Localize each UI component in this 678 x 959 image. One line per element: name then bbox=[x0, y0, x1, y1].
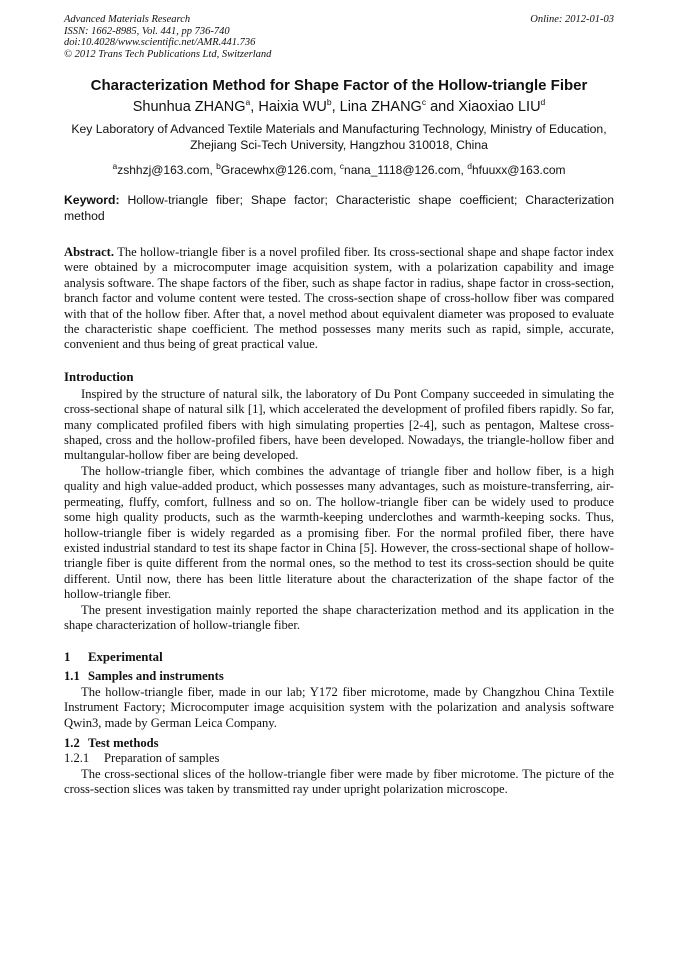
author-sep: , bbox=[331, 99, 340, 115]
keywords-label: Keyword: bbox=[64, 193, 120, 207]
author-name: Xiaoxiao LIU bbox=[458, 99, 541, 115]
author-sup: b bbox=[326, 97, 332, 108]
author-sep: and bbox=[426, 99, 459, 115]
journal-copyright: © 2012 Trans Tech Publications Ltd, Switzerland bbox=[64, 48, 272, 60]
intro-paragraph: The hollow-triangle fiber, which combines the advantage of triangle fiber and hollow fiber, is a high quality and high value-added product, which possesses many advantages, such as moisture-transferring, air-permeating, fluffy, comfort, fullness and so on. The hollow-triangle fiber can be widely used to produce some high quality products, such as the warmth-keeping underclothes and warmth-keeping socks. Thus, hollow-triangle fiber is widely regarded as a promising fiber. For the normal profiled fiber, there have existed industrial standard to test its shape factor in China [5]. However, the cross-sectional shape of hollow-triangle fiber is quite different from the normal ones, so the method to test its cross-section should be quite different. Until now, there has been little literature about the characterization of the shape factor of the hollow-triangle fiber. bbox=[64, 463, 614, 602]
email-sup: c bbox=[339, 161, 345, 171]
online-date: Online: 2012-01-03 bbox=[530, 14, 614, 25]
author-list bbox=[64, 98, 614, 116]
section-heading-introduction: Introduction bbox=[64, 369, 134, 384]
intro-paragraph: The present investigation mainly reported the shape characterization method and its application in the shape characterization of hollow-triangle fiber. bbox=[64, 602, 614, 632]
email-link[interactable]: nana_1118@126.com bbox=[344, 163, 461, 177]
subsubsection-heading bbox=[64, 751, 614, 766]
keywords bbox=[64, 193, 614, 224]
subsection-title: Test methods bbox=[88, 735, 159, 750]
journal-header bbox=[64, 14, 614, 60]
subsection-heading bbox=[64, 736, 614, 751]
paper-page bbox=[64, 14, 614, 798]
author-sup: d bbox=[540, 97, 546, 108]
journal-issn: ISSN: 1662-8985, Vol. 441, pp 736-740 bbox=[64, 25, 230, 37]
email-link[interactable]: hfuuxx@163.com bbox=[471, 163, 566, 177]
subsection-number: 1.1 bbox=[64, 669, 80, 684]
preparation-paragraph: The cross-sectional slices of the hollow-triangle fiber were made by fiber microtome. The picture of the cross-section slices was taken by transmitted ray under upright polarization microscope. bbox=[64, 766, 614, 797]
samples-paragraph: The hollow-triangle fiber, made in our lab; Y172 fiber microtome, made by Changzhou China Textile Instrument Factory; Microcomputer image acquisition system with the polarization and analysis software Qwin3, made by German Leica Company. bbox=[64, 684, 614, 730]
email-link[interactable]: zshhzj@163.com bbox=[117, 163, 210, 177]
author-name: Shunhua ZHANG bbox=[132, 99, 246, 115]
intro-paragraph: Inspired by the structure of natural silk, the laboratory of Du Pont Company succeeded in simulating the cross-sectional shape of natural silk [1], which accelerated the development of profiled fibers rapidly. So far, many complicated profiled fibers with high simulating properties [2-4], such as pentagon, Maltese cross-shaped, cross and the hollow-profiled fibers, have been developed. Nowadays, the triangle-hollow fiber and multangular-hollow fiber are being developed. bbox=[64, 386, 614, 463]
author-sup: a bbox=[245, 97, 251, 108]
subsubsection-number: 1.2.1 bbox=[64, 751, 90, 766]
email-sep: , bbox=[460, 163, 468, 177]
author-sup: c bbox=[421, 97, 427, 108]
affiliation bbox=[64, 122, 614, 153]
author-sep: , bbox=[250, 99, 259, 115]
subsubsection-title: Preparation of samples bbox=[104, 751, 220, 766]
section-heading-experimental bbox=[64, 649, 614, 665]
keywords-text: Hollow-triangle fiber; Shape factor; Characteristic shape coefficient; Characterization method bbox=[64, 193, 615, 223]
abstract-text: The hollow-triangle fiber is a novel profiled fiber. Its cross-sectional shape and shape factor index were obtained by a microcomputer image acquisition system, with a polarization capability and image analysis software. The shape factors of the fiber, such as shape factor in radius, shape factor in cross-section, branch factor and volume content were tested. The cross-section shape of cross-hollow fiber was compared with that of the hollow fiber. After that, a novel method about equivalent diameter was proposed to evaluate the characteristic shape coefficient. The method possesses many merits such as rapid, simple, accurate, convenient and thus being of great practical value. bbox=[64, 245, 615, 352]
affiliation-line: Zhejiang Sci-Tech University, Hangzhou 310018, China bbox=[190, 137, 488, 152]
subsection-heading bbox=[64, 669, 614, 684]
author-name: Haixia WU bbox=[258, 99, 327, 115]
affiliation-line: Key Laboratory of Advanced Textile Materials and Manufacturing Technology, Ministry of Education, bbox=[71, 122, 607, 136]
email-sup: a bbox=[112, 161, 118, 171]
email-link[interactable]: Gracewhx@126.com bbox=[220, 163, 334, 177]
abstract-label: Abstract. bbox=[64, 245, 115, 259]
section-number: 1 bbox=[64, 650, 71, 665]
section-title: Experimental bbox=[88, 650, 163, 665]
email-sup: d bbox=[467, 161, 472, 171]
abstract bbox=[64, 245, 614, 353]
subsection-title: Samples and instruments bbox=[88, 669, 224, 684]
journal-doi: doi:10.4028/www.scientific.net/AMR.441.736 bbox=[64, 37, 256, 48]
author-name: Lina ZHANG bbox=[339, 99, 422, 115]
journal-name: Advanced Materials Research bbox=[64, 14, 191, 25]
subsection-number: 1.2 bbox=[64, 735, 80, 750]
paper-title: Characterization Method for Shape Factor of the Hollow-triangle Fiber bbox=[90, 77, 588, 94]
email-list bbox=[64, 163, 614, 178]
email-sep: , bbox=[209, 163, 217, 177]
email-sep: , bbox=[333, 163, 340, 177]
email-sup: b bbox=[216, 161, 221, 171]
